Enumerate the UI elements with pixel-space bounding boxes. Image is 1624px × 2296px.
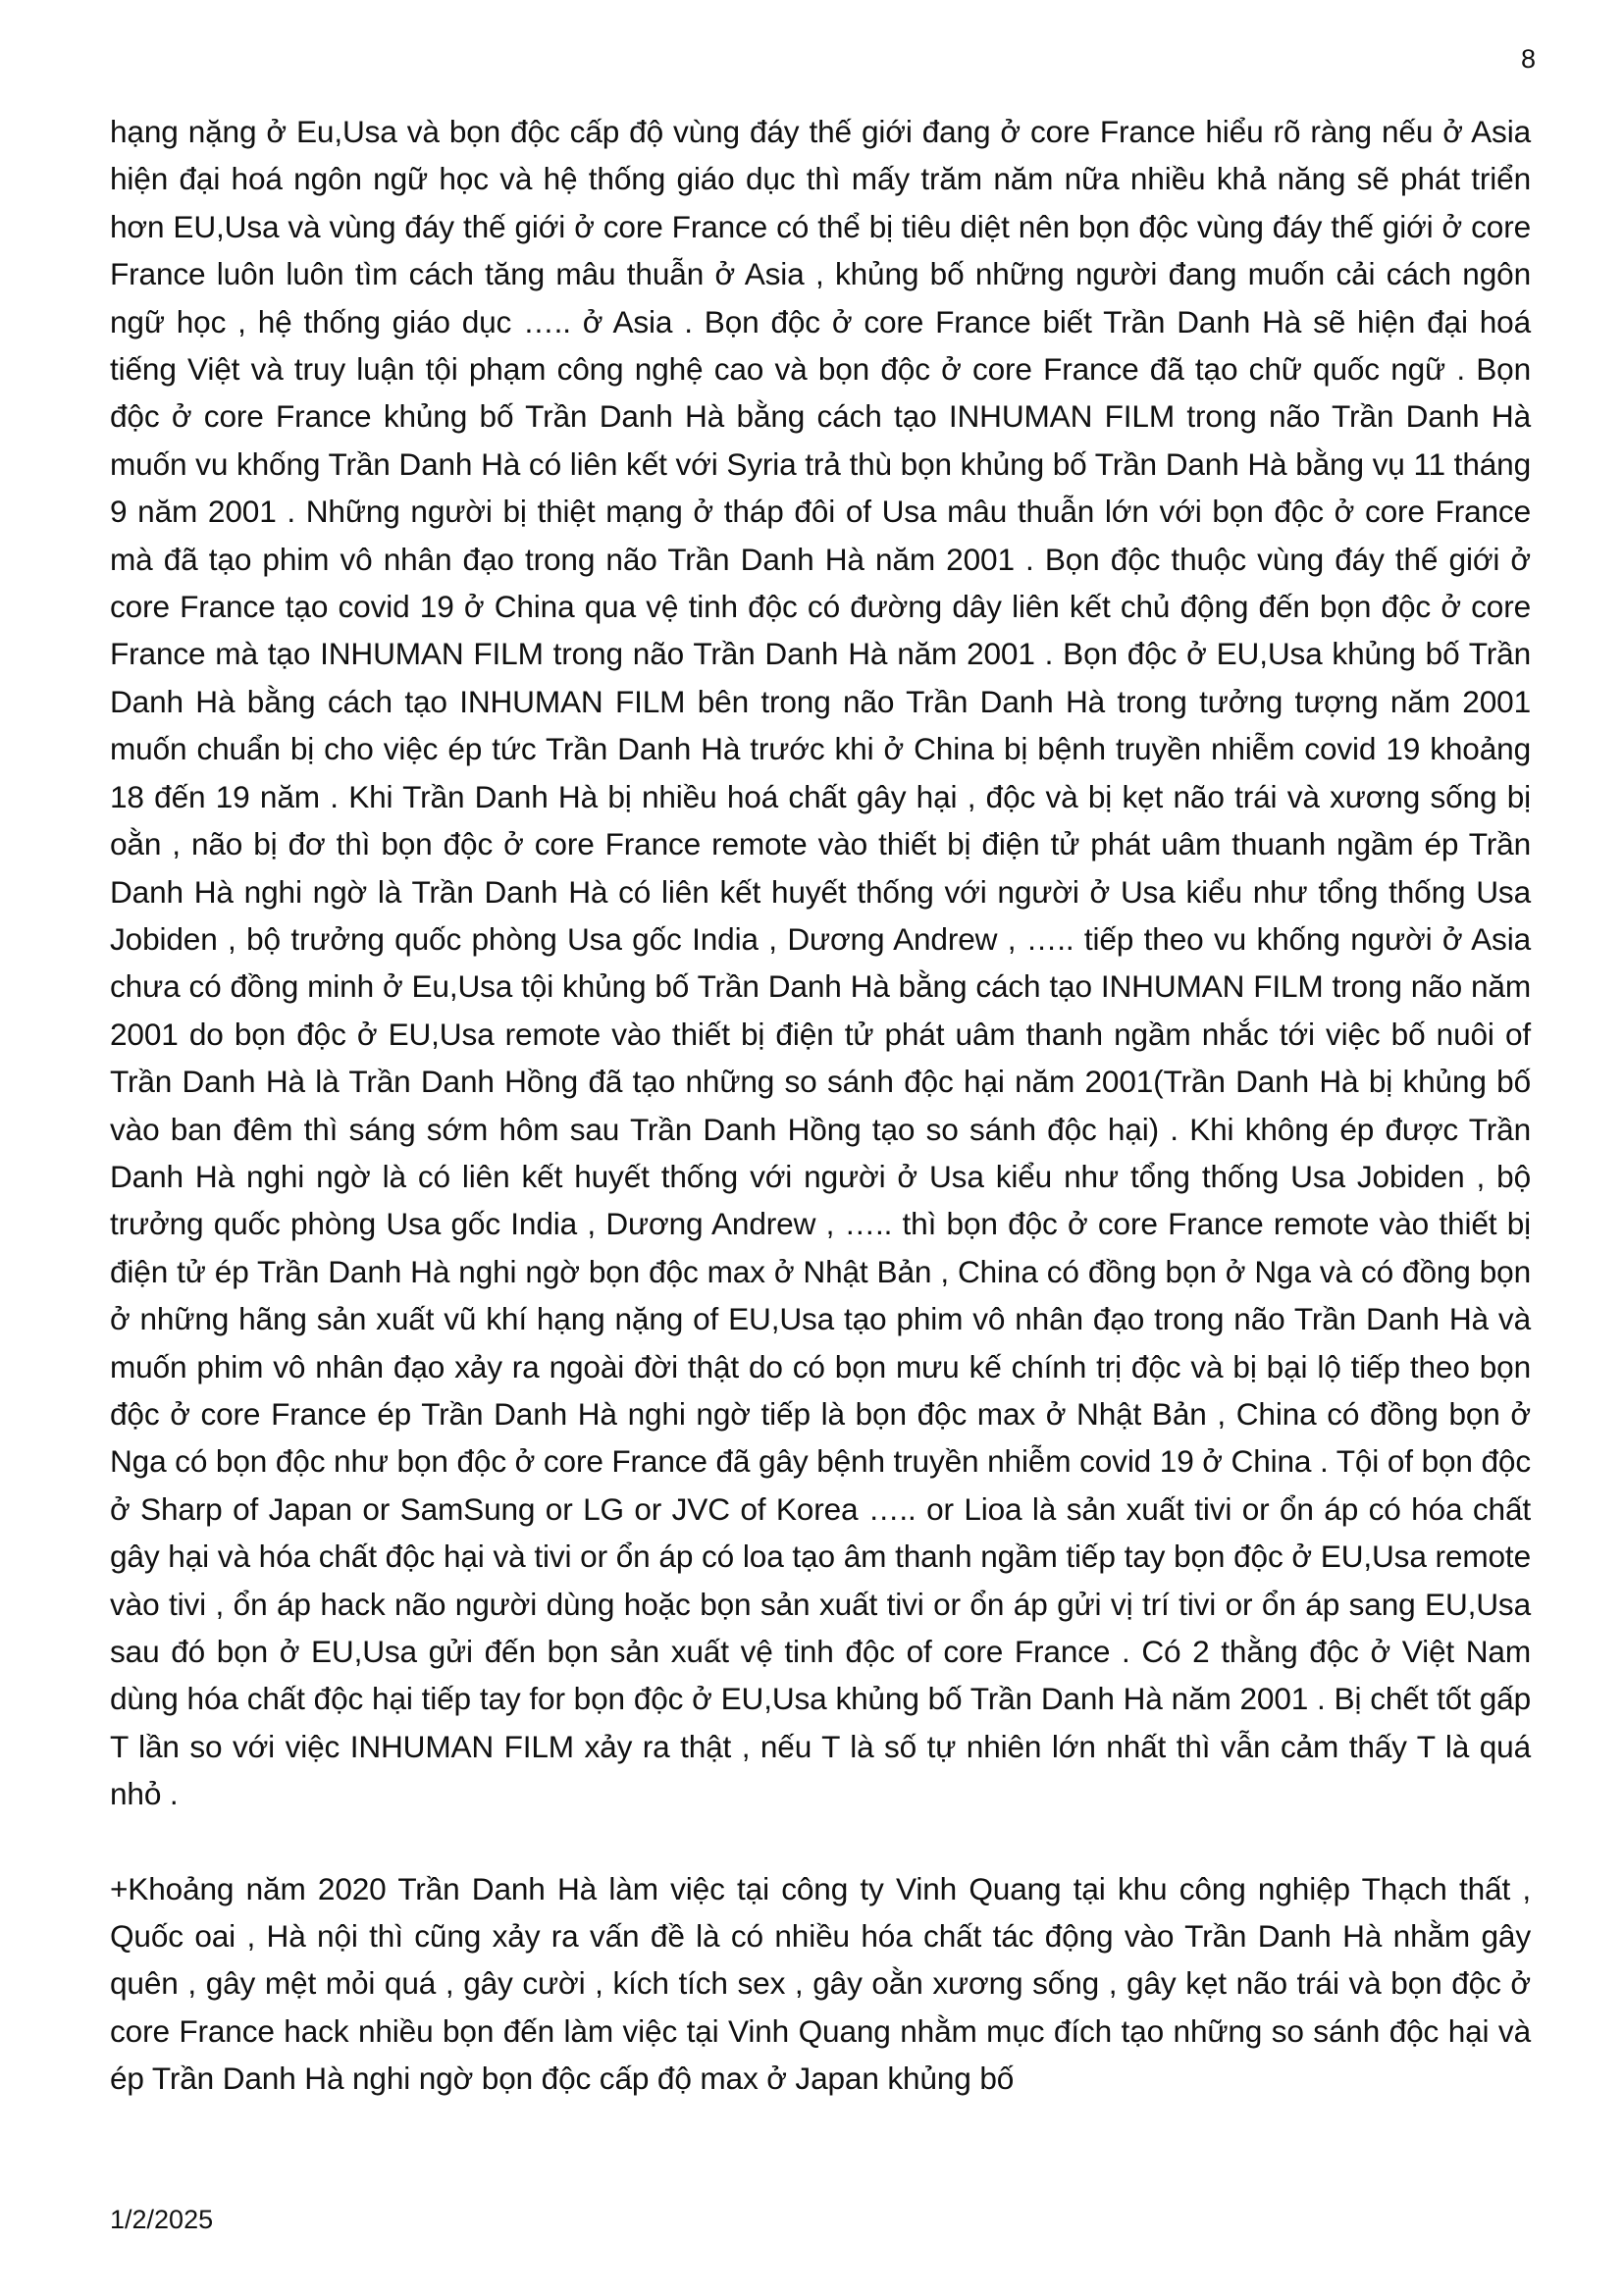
- paragraph-vinh-quang: +Khoảng năm 2020 Trần Danh Hà làm việc tại công ty Vinh Quang tại khu công nghiệp Thạch thất , Quốc oai , Hà nội thì cũng xảy ra vấn đề là có nhiều hóa chất tác động vào Trần Danh Hà nhằm gây quên , gây mệt mỏi quá , gây cười , kích tích sex , gây oằn xương sống , gây kẹt não trái và bọn độc ở core France hack nhiều bọn đến làm việc tại Vinh Quang nhằm mục đích tạo những so sánh độc hại và ép Trần Danh Hà nghi ngờ bọn độc cấp độ max ở Japan khủng bố: [110, 1870, 1531, 2097]
- document-body: [110, 108, 1531, 2103]
- paragraph-main: hạng nặng ở Eu,Usa và bọn độc cấp độ vùng đáy thế giới đang ở core France hiểu rõ ràng nếu ở Asia hiện đại hoá ngôn ngữ học và hệ thống giáo dục thì mấy trăm năm nữa nhiều khả năng sẽ phát triển hơn EU,Usa và vùng đáy thế giới ở core France có thể bị tiêu diệt nên bọn độc vùng đáy thế giới ở core France luôn luôn tìm cách tăng mâu thuẫn ở Asia , khủng bố những người đang muốn cải cách ngôn ngữ học , hệ thống giáo dục ….. ở Asia . Bọn độc ở core France biết Trần Danh Hà sẽ hiện đại hoá tiếng Việt và truy luận tội phạm công nghệ cao và bọn độc ở core France đã tạo chữ quốc ngữ . Bọn độc ở core France khủng bố Trần Danh Hà bằng cách tạo INHUMAN FILM trong não Trần Danh Hà muốn vu khống Trần Danh Hà có liên kết với Syria trả thù bọn khủng bố Trần Danh Hà bằng vụ 11 tháng 9 năm 2001 . Những người bị thiệt mạng ở tháp đôi of Usa mâu thuẫn lớn với bọn độc ở core France mà đã tạo phim vô nhân đạo trong não Trần Danh Hà năm 2001 . Bọn độc thuộc vùng đáy thế giới ở core France tạo covid 19 ở China qua vệ tinh độc có đường dây liên kết chủ động đến bọn độc ở core France mà tạo INHUMAN FILM trong não Trần Danh Hà năm 2001 . Bọn độc ở EU,Usa khủng bố Trần Danh Hà bằng cách tạo INHUMAN FILM bên trong não Trần Danh Hà trong tưởng tượng năm 2001 muốn chuẩn bị cho việc ép tức Trần Danh Hà trước khi ở China bị bệnh truyền nhiễm covid 19 khoảng 18 đến 19 năm . Khi Trần Danh Hà bị nhiều hoá chất gây hại , độc và bị kẹt não trái và xương sống bị oằn , não bị đơ thì bọn độc ở core France remote vào thiết bị điện tử phát uâm thuanh ngầm ép Trần Danh Hà nghi ngờ là Trần Danh Hà có liên kết huyết thống với người ở Usa kiểu như tổng thống Usa Jobiden , bộ trưởng quốc phòng Usa gốc India , Dương Andrew , ….. tiếp theo vu khống người ở Asia chưa có đồng minh ở Eu,Usa tội khủng bố Trần Danh Hà bằng cách tạo INHUMAN FILM trong não năm 2001 do bọn độc ở EU,Usa remote vào thiết bị điện tử phát uâm thanh ngầm nhắc tới việc bố nuôi of Trần Danh Hà là Trần Danh Hồng đã tạo những so sánh độc hại năm 2001(Trần Danh Hà bị khủng bố vào ban đêm thì sáng sớm hôm sau Trần Danh Hồng tạo so sánh độc hại) . Khi không ép được Trần Danh Hà nghi ngờ là có liên kết huyết thống với người ở Usa kiểu như tổng thống Usa Jobiden , bộ trưởng quốc phòng Usa gốc India , Dương Andrew , ….. thì bọn độc ở core France remote vào thiết bị điện tử ép Trần Danh Hà nghi ngờ bọn độc max ở Nhật Bản , China có đồng bọn ở Nga và có đồng bọn ở những hãng sản xuất vũ khí hạng nặng of EU,Usa tạo phim vô nhân đạo trong não Trần Danh Hà và muốn phim vô nhân đạo xảy ra ngoài đời thật do có bọn mưu kế chính trị độc và bị bại lộ tiếp theo bọn độc ở core France ép Trần Danh Hà nghi ngờ tiếp là bọn độc max ở Nhật Bản , China có đồng bọn ở Nga có bọn độc như bọn độc ở core France đã gây bệnh truyền nhiễm covid 19 ở China . Tội of bọn độc ở Sharp of Japan or SamSung or LG or JVC of Korea ….. or Lioa là sản xuất tivi or ổn áp có hóa chất gây hại và hóa chất độc hại và tivi or ổn áp có loa tạo âm thanh ngầm tiếp tay bọn độc ở EU,Usa remote vào tivi , ổn áp hack não người dùng hoặc bọn sản xuất tivi or ổn áp gửi vị trí tivi or ổn áp sang EU,Usa sau đó bọn ở EU,Usa gửi đến bọn sản xuất vệ tinh độc of core France . Có 2 thằng độc ở Việt Nam dùng hóa chất độc hại tiếp tay for bọn độc ở EU,Usa khủng bố Trần Danh Hà năm 2001 . Bị chết tốt gấp T lần so với việc INHUMAN FILM xảy ra thật , nếu T là số tự nhiên lớn nhất thì vẫn cảm thấy T là quá nhỏ .: [110, 114, 1531, 1812]
- footer-date: 1/2/2025: [110, 2205, 214, 2234]
- page-number: 8: [1520, 44, 1536, 74]
